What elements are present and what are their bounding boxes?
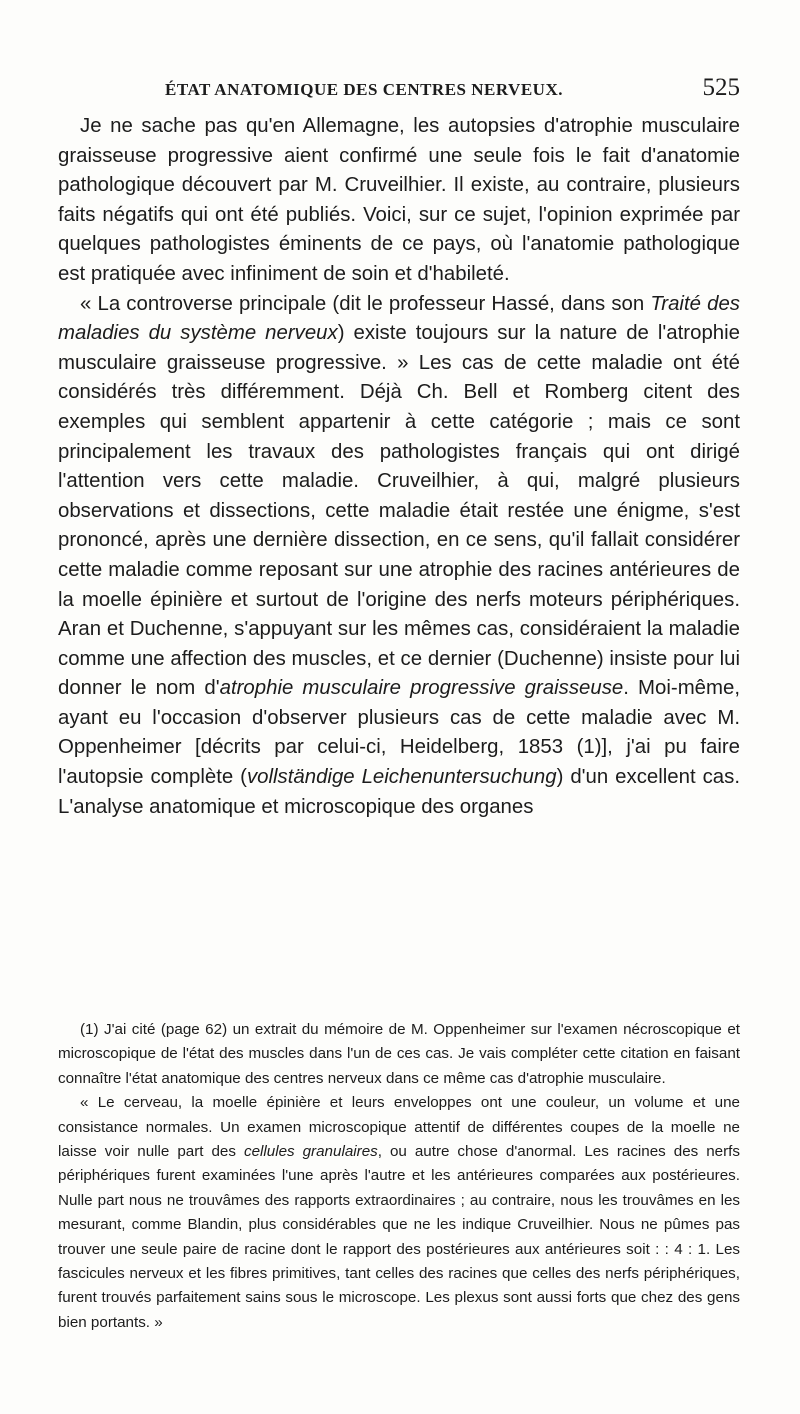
footnotes	[58, 1018, 740, 1335]
footnote-quote	[58, 1091, 740, 1335]
footnote-quote-text-c: , ou autre chose d'anormal. Les racines des nerfs périphériques furent examinées l'une après l'autre et les antérieures comparées aux postérieures. Nulle part nous ne trouvâmes des rapports extraordinaires ; au contraire, nous les trouvâmes en les mesurant, comme Blandin, plus considérables que ne les indique Cruveilhier. Nous ne pûmes pas trouver une seule paire de racine dont le rapport des postérieures aux antérieures soit : : 4 : 1. Les fascicules nerveux et les fibres primitives, tant celles des racines que celles des nerfs périphériques, furent trouvés parfaitement sains sous le microscope. Les plexus sont aussi forts que chez des gens bien portants. »	[58, 1143, 740, 1331]
granular-cells-italic: cellules granulaires	[243, 1143, 378, 1161]
paragraph-2-text-e: . Moi-même, ayant eu l'occasion d'observer plusieurs cas de cette maladie avec M. Oppenheimer [décrits par celui-ci, Heidelberg, 1853 (1)], j'ai pu faire l'autopsie complète (	[58, 677, 741, 789]
paragraph-2-text-c: ) existe toujours sur la nature de l'atrophie musculaire graisseuse progressive. » Les cas de cette maladie ont été considérés très différemment. Déjà Ch. Bell et Romberg citent des exemples qui semblent appartenir à cette catégorie ; mais ce sont principalement les travaux des pathologistes français qui ont dirigé l'attention vers cette maladie. Cruveilhier, à qui, malgré plusieurs observations et dissections, cette maladie était restée une énigme, s'est prononcé, après une dernière dissection, en ce sens, qu'il fallait considérer cette maladie comme reposant sur une atrophie des racines antérieures de la moelle épinière et surtout de l'origine des nerfs moteurs périphériques. Aran et Duchenne, s'appuyant sur les mêmes cas, considéraient la maladie comme une affection des muscles, et ce dernier (Duchenne) insiste pour lui donner le nom d'	[58, 322, 740, 700]
german-term-italic: vollständige Leichenuntersuchung	[246, 766, 557, 789]
paragraph-2	[58, 290, 740, 823]
paragraph-1: Je ne sache pas qu'en Allemagne, les autopsies d'atrophie musculaire graisseuse progressive aient confirmé une seule fois le fait d'anatomie pathologique découvert par M. Cruveilhier. Il existe, au contraire, plusieurs faits négatifs qui ont été publiés. Voici, sur ce sujet, l'opinion exprimée par quelques pathologistes éminents de ce pays, où l'anatomie pathologique est pratiquée avec infiniment de soin et d'habileté.	[58, 115, 740, 285]
paragraph-2-text-g: ) d'un excellent cas. L'analyse anatomique et microscopique des organes	[58, 766, 740, 818]
book-title-italic: Traité des maladies du système nerveux	[58, 292, 740, 345]
running-title: ÉTAT ANATOMIQUE DES CENTRES NERVEUX.	[165, 80, 563, 99]
running-head	[58, 74, 740, 110]
footnote-quote-text-a: « Le cerveau, la moelle épinière et leurs enveloppes ont une couleur, un volume et une consistance normales. Un examen microscopique attentif de différentes coupes de la moelle ne laisse voir nulle part des	[58, 1094, 740, 1161]
paragraph-2-text-a: « La controverse principale (dit le professeur Hassé, dans son	[80, 292, 651, 315]
page-number: 525	[702, 74, 740, 101]
main-text	[58, 112, 740, 822]
footnote-1: (1) J'ai cité (page 62) un extrait du mémoire de M. Oppenheimer sur l'examen nécroscopique et microscopique de l'état des muscles dans l'un de ces cas. Je vais compléter cette citation en faisant connaître l'état anatomique des centres nerveux dans ce même cas d'atrophie musculaire.	[58, 1021, 740, 1087]
disease-name-italic: atrophie musculaire progressive graisseuse	[219, 677, 624, 700]
